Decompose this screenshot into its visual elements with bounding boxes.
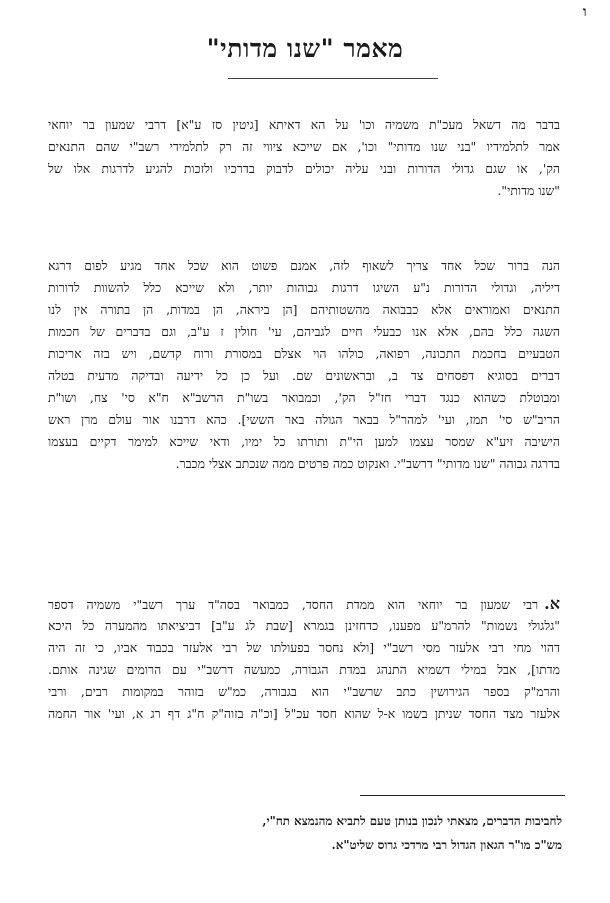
paragraph-line: הריב"ש סי' תמז, ועי' למהר"ל בבאר הגולה באר הששי]. כהא דרבנו אור עולם מרן ראש xyxy=(48,412,560,427)
paragraph-line: אלעזר מצד החסד שניתן בשמו א-ל שהוא חסד עכ"ל [וכ"ה בזוה"ק ח"ג דף רג א, ועי' אור החמה xyxy=(48,706,560,721)
paragraph-line: ומבוטלת כשהוא כנגד דברי חז"ל הק', וכמבואר בשו"ת הרשב"א ח"א סי' צח, ושו"ת xyxy=(48,390,560,405)
paragraph-line: הק', או שגם גדולי הדורות ובני עליה יכולים לדבוק בדרכיו ולזכות להגיע לדרגות אלו של xyxy=(48,161,560,176)
paragraph-line: בדרגה גבוהה "שנו מדותי" דרשב"י. ואנקוט כמה פרטים ממה שנכתב אצלי מכבר. xyxy=(175,456,560,471)
paragraph-1 xyxy=(48,114,560,202)
footnote-line: לחביבות הדברים, מצאתי לנכון בנותן טעם לתביא מהנמצא תח"י, xyxy=(262,814,562,828)
paragraph-line: הישיבה זיע"א שמסר עצמו למען הי"ת ותורתו כל ימיו, ודאי שייכא למימר דקיים בעצמו xyxy=(48,434,560,449)
paragraph-line: התנאים ואמוראים אלא כבבואה מהשטותיהם [הן ביראה, הן במדות, הן בתורה אין לנו xyxy=(48,302,560,317)
paragraph-line: דיליה, וגדולי הדורות נ"ע השיגו דרגות גבוהות יותר, ולא שייכא כלל להשוות לדורות xyxy=(48,280,560,295)
paragraph-line: "שנו מדותי". xyxy=(497,183,560,198)
paragraph-line-text: רבי שמעון בר יוחאי הוא ממדת החסד, כמבואר בסה"ד ערך רשב"י משמיה דספר xyxy=(48,597,539,612)
footnote-line: מש"כ מו"ר הגאון הגדול רבי מרדכי גרוס שליט"א. xyxy=(331,838,562,852)
paragraph-line: הנה ברור שכל אחד צריך לשאוף לזה, אמנם פשוט הוא שכל אחד מגיע לפום דרגא xyxy=(48,258,560,273)
title-underline xyxy=(228,78,438,79)
footnote xyxy=(150,809,562,857)
page-number: ו xyxy=(583,4,587,20)
paragraph-line-first xyxy=(48,593,560,615)
article-title: מאמר "שנו מדותי" xyxy=(206,34,404,63)
paragraph-line: הטבעיים בחכמת התכונה, רפואה, כולהו הוי אצלם במסורת ורוח קדשם, ויש בזה אריכות xyxy=(48,346,560,361)
paragraph-line: השגה כלל בהם, אלא אנו כבעלי חיים לגביהם, עי' חולין ז ע"ב, וגם בדברים של חכמות xyxy=(48,324,560,339)
section-marker: א. xyxy=(544,594,560,613)
paragraph-3 xyxy=(48,593,560,725)
paragraph-2 xyxy=(48,255,560,475)
paragraph-line: דהוי מחי רבי אלעזר מסי רשב"י [ולא נחסר בפעולתו של רבי אלעזר בכבוד אביו, כי זה היה xyxy=(48,640,560,655)
paragraph-line: בדבר מה דשאל מעכ"ת משמיה וכו' על הא דאיתא [גיטין סז ע"א] דרבי שמעון בר יוחאי xyxy=(48,117,560,132)
paragraph-line: דברים בסוגיא דפסחים צד ב, ובראשונים שם. ועל כן כל ידיעה ובדיקה מדעית בטלה xyxy=(48,368,560,383)
paragraph-line: והרמ"ק בספר הגירושין כתב שרשב"י הוא בגבורה, כמ"ש בזוהר במקומות רבים, ורבי xyxy=(48,684,560,699)
paragraph-line: מדתו], אבל במילי דשמיא התנהג במדת הגבורה, כמעשה דרשב"י עם הרומים שגינה אותם. xyxy=(48,662,560,677)
paragraph-line: אמר לתלמידיו "בני שנו מדותי" וכו', אם שייכא ציווי זה רק לתלמידי רשב"י שהם התנאים xyxy=(48,139,560,154)
footnote-separator xyxy=(360,795,565,796)
paragraph-line: "גלגולי נשמות" להרמ"ע מפענו, כדחזינן בגמרא [שבת לג ע"ב] דביציאתו מהמערה כל היכא xyxy=(48,618,560,633)
